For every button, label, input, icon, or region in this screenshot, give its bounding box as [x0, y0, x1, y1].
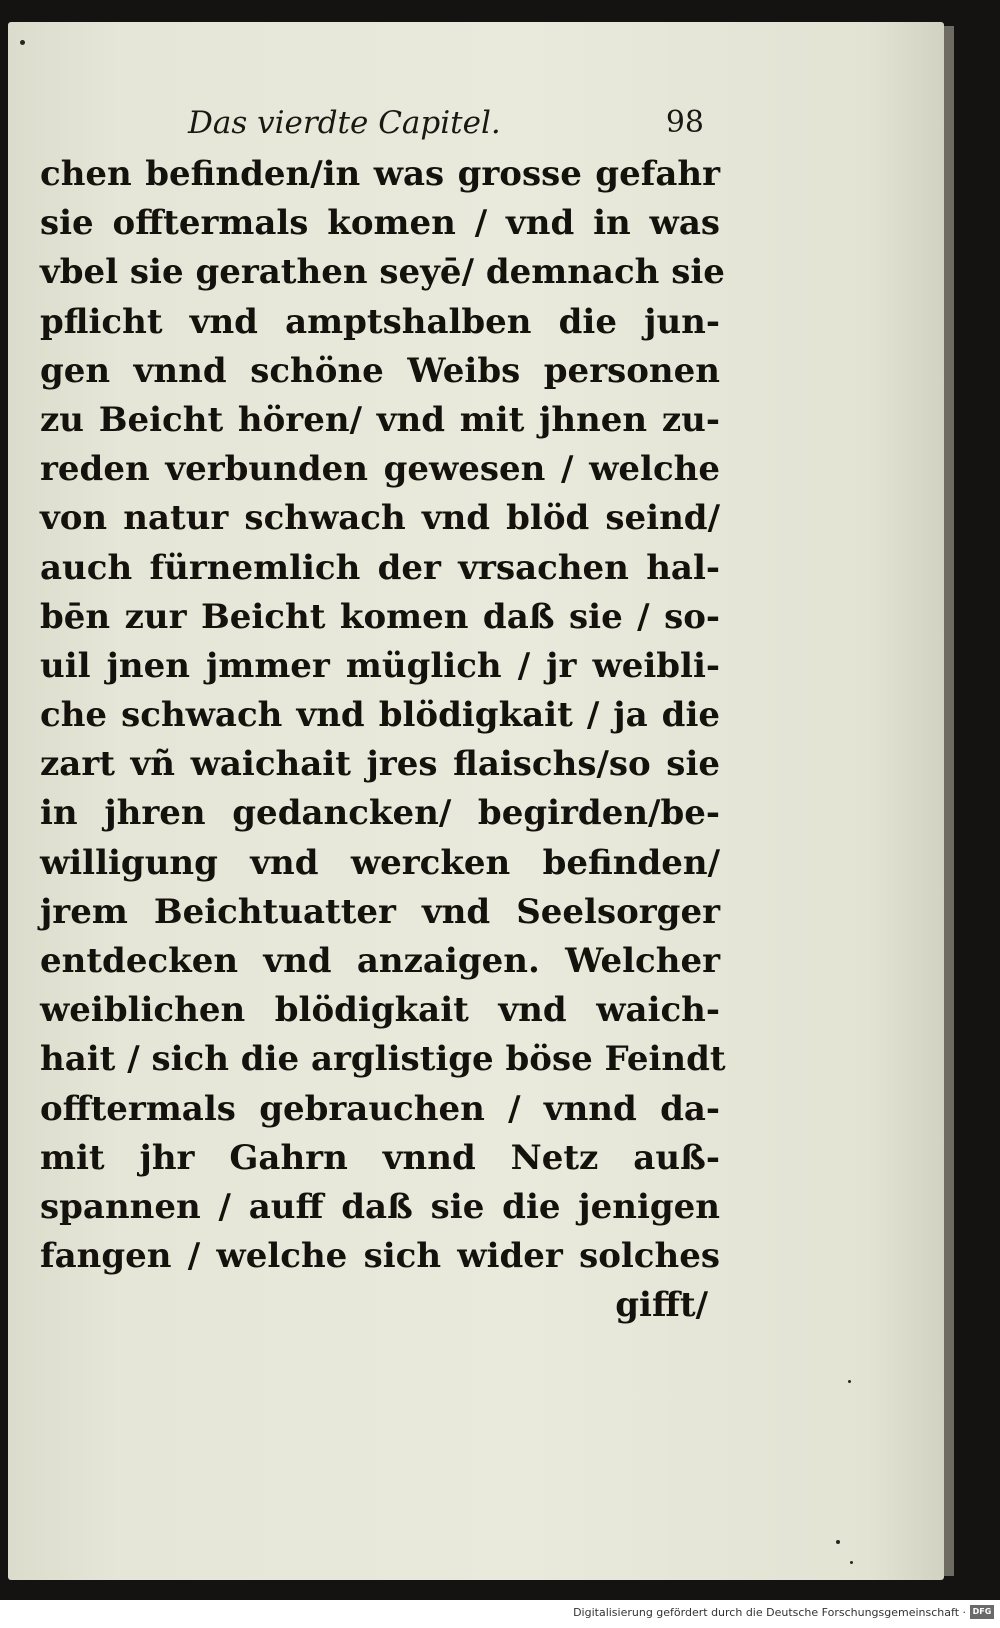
text-line: fangen / welche sich wider solches	[40, 1236, 720, 1277]
paper-speck	[20, 40, 25, 45]
running-head-title: Das vierdte Capitel.	[188, 105, 501, 141]
text-line: in jhren gedancken/ begirden/be-	[40, 793, 720, 834]
text-line: pflicht vnd amptshalben die jun-	[40, 301, 720, 342]
text-line: reden verbunden gewesen / welche	[40, 449, 720, 490]
paper-speck	[836, 1540, 840, 1544]
running-head	[188, 100, 708, 146]
footer-bar	[0, 1600, 1000, 1628]
text-line: sie offtermals komen / vnd in was	[40, 203, 720, 244]
text-line: spannen / auff daß sie die jenigen	[40, 1186, 720, 1227]
text-line: jrem Beichtuatter vnd Seelsorger	[40, 891, 720, 932]
text-line: mit jhr Gahrn vnnd Netz auß-	[40, 1137, 720, 1178]
paper-speck	[848, 1380, 851, 1383]
text-line: vbel sie gerathen seyē/ demnach sie	[40, 252, 725, 293]
catchword: gifft/	[615, 1285, 708, 1326]
funding-credit: Digitalisierung gefördert durch die Deutsche Forschungsgemeinschaft ·	[573, 1606, 966, 1619]
text-line: offtermals gebrauchen / vnnd da-	[40, 1088, 720, 1129]
page-edge-shadow	[944, 26, 954, 1576]
text-line: che schwach vnd blödigkait / ja die	[40, 695, 720, 736]
page-number: 98	[665, 105, 704, 140]
text-line: auch fürnemlich der vrsachen hal-	[40, 547, 720, 588]
dfg-logo: DFG	[970, 1605, 994, 1619]
text-line: chen befinden/in was grosse gefahr	[40, 154, 720, 194]
text-line: zu Beicht hören/ vnd mit jhnen zu-	[40, 399, 720, 440]
text-line: von natur schwach vnd blöd seind/	[40, 498, 720, 539]
text-line: zart vñ waichait jres flaischs/so sie	[40, 744, 720, 785]
text-line: hait / sich die arglistige böse Feindt	[40, 1039, 726, 1080]
text-line: gen vnnd schöne Weibs personen	[40, 350, 720, 391]
text-line: bēn zur Beicht komen daß sie / so-	[40, 596, 720, 637]
paper-speck	[850, 1561, 853, 1564]
text-line: willigung vnd wercken befinden/	[40, 842, 720, 883]
text-line: entdecken vnd anzaigen. Welcher	[40, 941, 720, 981]
body-text	[40, 150, 726, 1331]
text-line: weiblichen blödigkait vnd waich-	[40, 990, 720, 1031]
text-line: uil jnen jmmer müglich / jr weibli-	[40, 645, 720, 686]
